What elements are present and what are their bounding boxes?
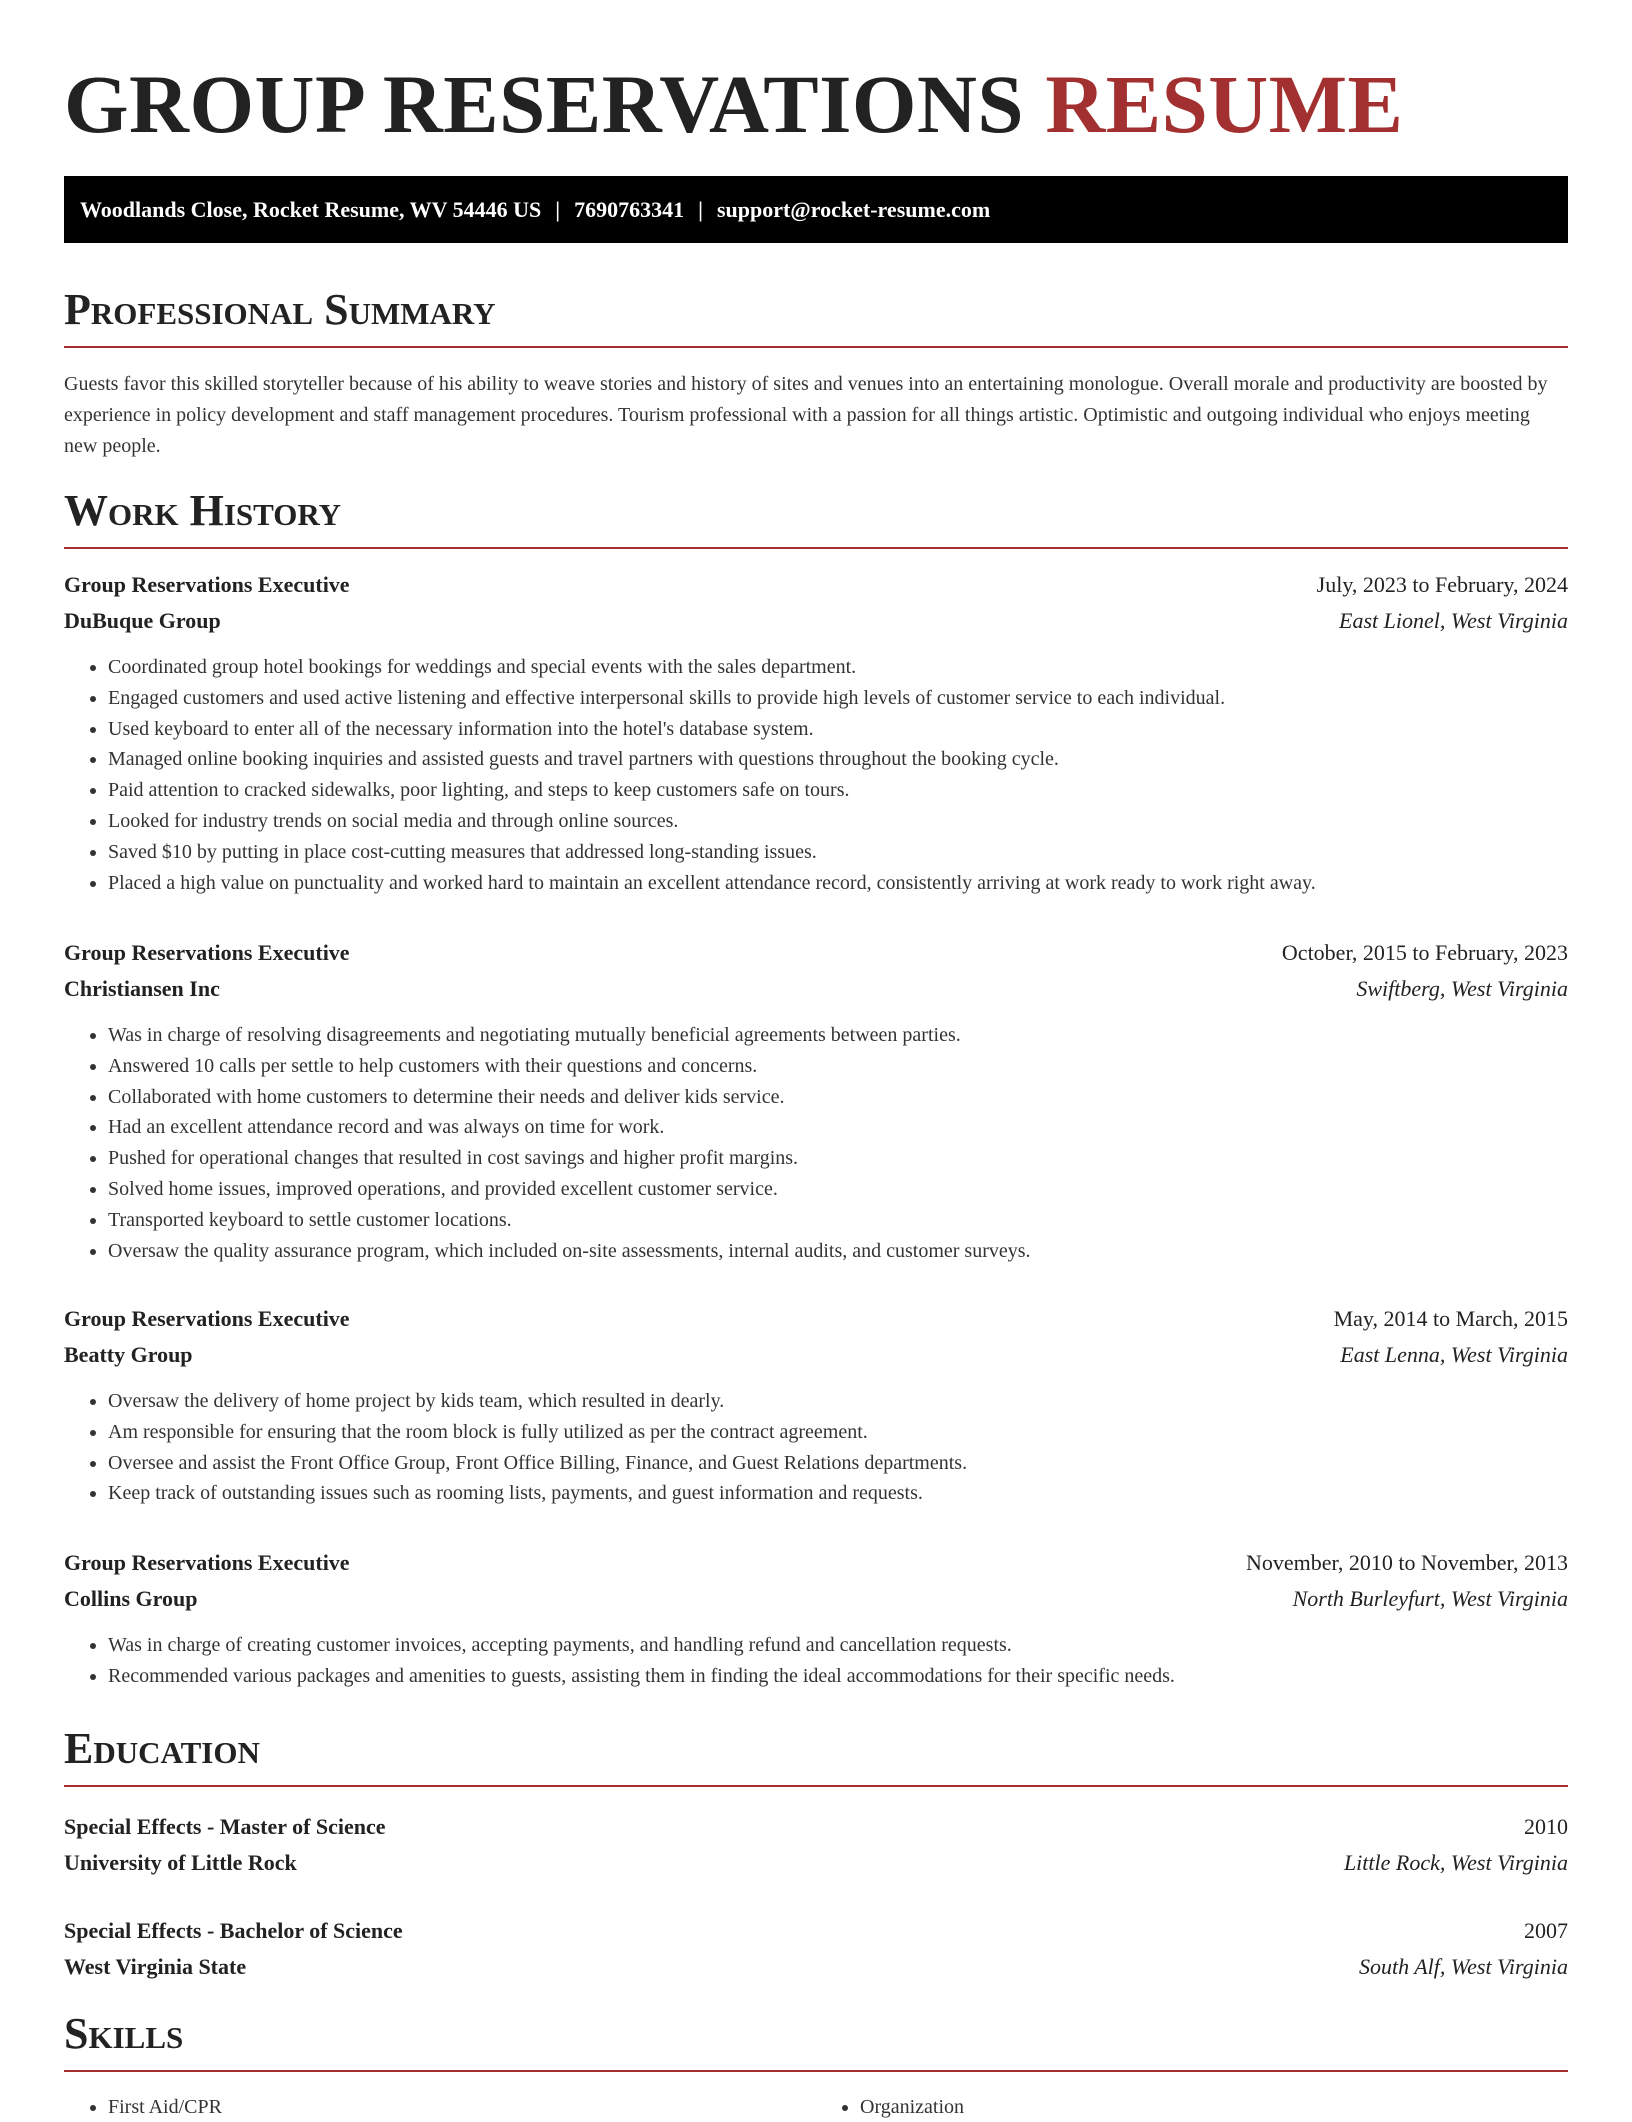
job-bullet: • Solved home issues, improved operations, and provided excellent customer service. bbox=[108, 1174, 1568, 1205]
job-bullet: • Managed online booking inquiries and assisted guests and travel partners with questions throughout the booking cycle. bbox=[108, 744, 1568, 775]
title-accent: RESUME bbox=[1045, 58, 1404, 150]
education-entry bbox=[64, 1809, 1568, 1881]
title-main: GROUP RESERVATIONS bbox=[64, 58, 1025, 150]
job-dates: October, 2015 to February, 2023 bbox=[1281, 940, 1568, 965]
job-bullet: • Was in charge of resolving disagreements and negotiating mutually beneficial agreements between parties. bbox=[108, 1020, 1568, 1051]
job-bullet: • Had an excellent attendance record and was always on time for work. bbox=[108, 1112, 1568, 1143]
job-bullet: • Keep track of outstanding issues such as rooming lists, payments, and guest information and requests. bbox=[108, 1478, 1568, 1509]
job-bullets bbox=[64, 1630, 1568, 1692]
job-location: East Lionel, West Virginia bbox=[1339, 608, 1568, 633]
contact-separator: | bbox=[698, 197, 703, 222]
education-location: Little Rock, West Virginia bbox=[1343, 1850, 1568, 1875]
skill-item: • First Aid/CPR bbox=[108, 2092, 816, 2122]
education-location: South Alf, West Virginia bbox=[1358, 1954, 1568, 1979]
job-bullet: • Coordinated group hotel bookings for weddings and special events with the sales department. bbox=[108, 652, 1568, 683]
section-heading-skills: Skills bbox=[64, 2008, 1568, 2072]
education-year: 2010 bbox=[1524, 1814, 1568, 1839]
job-bullet: • Oversaw the delivery of home project by kids team, which resulted in dearly. bbox=[108, 1386, 1568, 1417]
job-bullet: • Engaged customers and used active listening and effective interpersonal skills to provide high levels of customer service to each individual. bbox=[108, 683, 1568, 714]
contact-phone: 7690763341 bbox=[574, 197, 685, 222]
section-heading-education: Education bbox=[64, 1723, 1568, 1787]
job-dates: May, 2014 to March, 2015 bbox=[1333, 1306, 1568, 1331]
job-bullet: • Collaborated with home customers to determine their needs and deliver kids service. bbox=[108, 1082, 1568, 1113]
job-bullets bbox=[64, 1020, 1568, 1266]
skills-column-right bbox=[816, 2092, 1568, 2122]
contact-bar bbox=[64, 176, 1568, 243]
education-degree: Special Effects - Bachelor of Science bbox=[64, 1918, 403, 1943]
job-bullet: • Oversee and assist the Front Office Group, Front Office Billing, Finance, and Guest Relations departments. bbox=[108, 1448, 1568, 1479]
contact-email: support@rocket-resume.com bbox=[716, 197, 991, 222]
job-bullet: • Recommended various packages and amenities to guests, assisting them in finding the ideal accommodations for their specific needs. bbox=[108, 1661, 1568, 1692]
job-bullet: • Am responsible for ensuring that the room block is fully utilized as per the contract agreement. bbox=[108, 1417, 1568, 1448]
job-company: Christiansen Inc bbox=[64, 976, 220, 1001]
job-company: Beatty Group bbox=[64, 1342, 193, 1367]
education-entry bbox=[64, 1913, 1568, 1985]
job-bullet: • Placed a high value on punctuality and worked hard to maintain an excellent attendance record, consistently arriving at work ready to work right away. bbox=[108, 868, 1568, 899]
resume-title bbox=[64, 58, 1403, 150]
job-bullet: • Was in charge of creating customer invoices, accepting payments, and handling refund and cancellation requests. bbox=[108, 1630, 1568, 1661]
job-title: Group Reservations Executive bbox=[64, 1306, 350, 1331]
job-bullets bbox=[64, 1386, 1568, 1509]
job-location: East Lenna, West Virginia bbox=[1340, 1342, 1568, 1367]
skill-item: • Organization bbox=[860, 2092, 1568, 2122]
job-entry bbox=[64, 567, 1568, 898]
job-location: Swiftberg, West Virginia bbox=[1356, 976, 1568, 1001]
job-entry bbox=[64, 1301, 1568, 1509]
contact-address: Woodlands Close, Rocket Resume, WV 54446 US bbox=[80, 197, 542, 222]
job-bullet: • Pushed for operational changes that resulted in cost savings and higher profit margins. bbox=[108, 1143, 1568, 1174]
job-bullet: • Looked for industry trends on social media and through online sources. bbox=[108, 806, 1568, 837]
job-bullet: • Saved $10 by putting in place cost-cutting measures that addressed long-standing issues. bbox=[108, 837, 1568, 868]
job-title: Group Reservations Executive bbox=[64, 572, 350, 597]
section-heading-summary: Professional Summary bbox=[64, 284, 1568, 348]
skills-column-left bbox=[64, 2092, 816, 2122]
job-entry bbox=[64, 935, 1568, 1266]
skills-list bbox=[64, 2092, 1568, 2122]
job-entry bbox=[64, 1545, 1568, 1692]
job-title: Group Reservations Executive bbox=[64, 1550, 350, 1575]
summary-text: Guests favor this skilled storyteller because of his ability to weave stories and history of sites and venues into an entertaining monologue. Overall morale and productivity are boosted by experience in policy development and staff management procedures. Tourism professional with a passion for all things artistic. Optimistic and outgoing individual who enjoys meeting new people. bbox=[64, 373, 1548, 457]
job-company: DuBuque Group bbox=[64, 608, 221, 633]
education-school: University of Little Rock bbox=[64, 1850, 297, 1875]
job-bullets bbox=[64, 652, 1568, 898]
education-degree: Special Effects - Master of Science bbox=[64, 1814, 386, 1839]
job-bullet: • Paid attention to cracked sidewalks, poor lighting, and steps to keep customers safe on tours. bbox=[108, 775, 1568, 806]
job-title: Group Reservations Executive bbox=[64, 940, 350, 965]
education-school: West Virginia State bbox=[64, 1954, 247, 1979]
job-dates: July, 2023 to February, 2024 bbox=[1316, 572, 1568, 597]
job-bullet: • Transported keyboard to settle customer locations. bbox=[108, 1205, 1568, 1236]
job-company: Collins Group bbox=[64, 1586, 198, 1611]
job-bullet: • Oversaw the quality assurance program, which included on-site assessments, internal audits, and customer surveys. bbox=[108, 1236, 1568, 1267]
job-dates: November, 2010 to November, 2013 bbox=[1245, 1550, 1568, 1575]
job-location: North Burleyfurt, West Virginia bbox=[1292, 1586, 1568, 1611]
job-bullet: • Answered 10 calls per settle to help customers with their questions and concerns. bbox=[108, 1051, 1568, 1082]
contact-separator: | bbox=[555, 197, 561, 222]
job-bullet: • Used keyboard to enter all of the necessary information into the hotel's database system. bbox=[108, 714, 1568, 745]
section-heading-work-history: Work History bbox=[64, 485, 1568, 549]
education-year: 2007 bbox=[1524, 1918, 1568, 1943]
